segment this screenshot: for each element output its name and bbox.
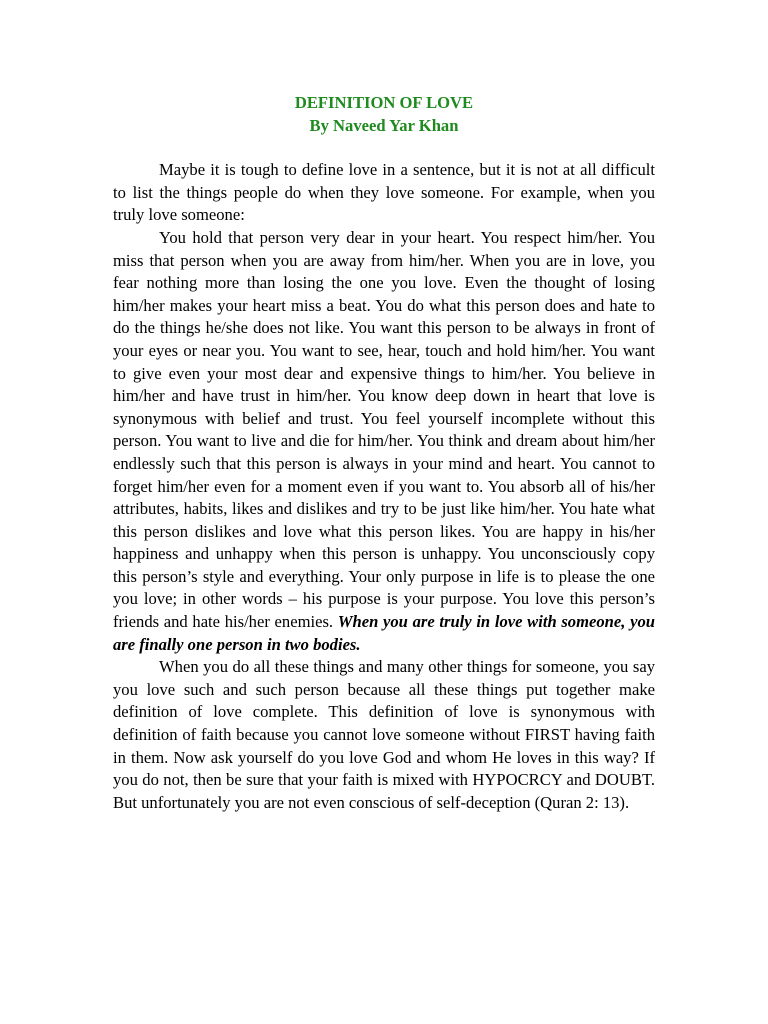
paragraph-body (113, 227, 655, 656)
paragraph-body-text: You hold that person very dear in your heart. You respect him/her. You miss that person when you are away from him/her. When you are in love, you fear nothing more than losing the one you love. Even the thought of losing him/her makes your heart miss a beat. You do what this person does and hate to do the things he/she does not like. You want this person to be always in front of your eyes or near you. You want to see, hear, touch and hold him/her. You want to give even your most dear and expensive things to him/her. You believe in him/her and have trust in him/her. You know deep down in heart that love is synonymous with belief and trust. You feel yourself incomplete without this person. You want to live and die for him/her. You think and dream about him/her endlessly such that this person is always in your mind and heart. You cannot to forget him/her even for a moment even if you want to. You absorb all of his/her attributes, habits, likes and dislikes and try to be just like him/her. You hate what this person dislikes and love what this person likes. You are happy in his/her happiness and unhappy when this person is unhappy. You unconsciously copy this person’s style and everything. Your only purpose in life is to please the one you love; in other words – his purpose is your purpose. You love this person’s friends and hate his/her enemies. (113, 227, 655, 632)
document-title: DEFINITION OF LOVE (294, 93, 474, 112)
paragraph-intro: Maybe it is tough to define love in a sentence, but it is not at all difficult to list the things people do when they love someone. For example, when you truly love someone: (113, 160, 655, 225)
paragraph-conclusion: When you do all these things and many other things for someone, you say you love such and such person because all these things put together make definition of love complete. This definition of love is synonymous with definition of faith because you cannot love someone without FIRST having faith in them. Now ask yourself do you love God and whom He loves in this way? If you do not, then be sure that your faith is mixed with HYPOCRCY and DOUBT. But unfortunately you are not even conscious of self-deception (Quran 2: 13). (113, 657, 655, 812)
document-page (113, 92, 655, 814)
document-byline: By Naveed Yar Khan (309, 115, 459, 135)
emphasis-sentence: When you are truly in love with someone, you are finally one person in two bodies. (113, 612, 655, 654)
title-block (113, 92, 655, 137)
